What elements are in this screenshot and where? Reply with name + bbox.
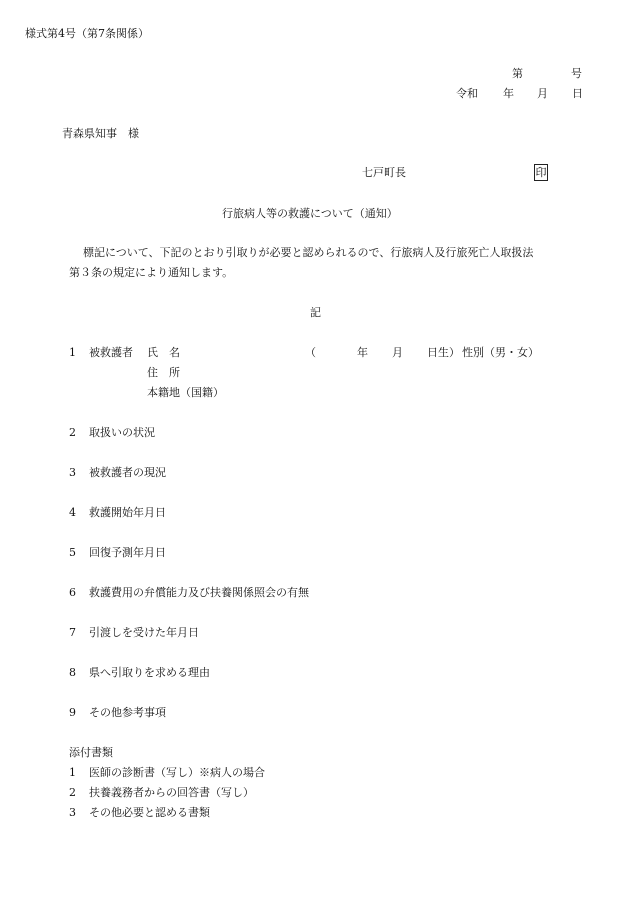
item-4-label: 救護開始年月日: [89, 506, 166, 519]
birth-month: 月: [392, 346, 403, 359]
birth-open-paren: （: [305, 346, 316, 359]
item-7-number: 7: [69, 626, 76, 639]
item-3-label: 被救護者の現況: [89, 466, 166, 479]
body-line-2: 第３条の規定により通知します。: [69, 266, 234, 279]
domicile-label: 本籍地（国籍）: [147, 386, 224, 399]
address-label: 住 所: [147, 366, 180, 379]
item-8-number: 8: [69, 666, 76, 679]
item-4-number: 4: [69, 506, 76, 519]
recipient: 青森県知事 様: [62, 127, 139, 140]
item-2-label: 取扱いの状況: [89, 426, 155, 439]
item-9-number: 9: [69, 706, 76, 719]
body-line-1: 標記について、下記のとおり引取りが必要と認められるので、行旅病人及行旅死亡人取扱法: [83, 246, 534, 259]
birth-year: 年: [357, 346, 368, 359]
attachments-heading: 添付書類: [69, 746, 113, 759]
item-2-number: 2: [69, 426, 76, 439]
attachment-2-label: 扶養義務者からの回答書（写し）: [89, 786, 254, 799]
item-8-label: 県へ引取りを求める理由: [89, 666, 210, 679]
item-3-number: 3: [69, 466, 76, 479]
attachment-1-label: 医師の診断書（写し）※病人の場合: [89, 766, 265, 779]
date-era: 令和: [456, 87, 478, 100]
attachment-3-number: 3: [69, 806, 76, 819]
attachment-1-number: 1: [69, 766, 76, 779]
gender-field: 性別（男・女）: [462, 346, 539, 359]
attachment-3-label: その他必要と認める書類: [89, 806, 210, 819]
attachment-2-number: 2: [69, 786, 76, 799]
item-1-label: 被救護者: [89, 346, 133, 359]
item-5-label: 回復予測年月日: [89, 546, 166, 559]
seal-mark: 印: [535, 166, 547, 179]
item-5-number: 5: [69, 546, 76, 559]
birth-day-close: 日生）: [427, 346, 460, 359]
item-6-number: 6: [69, 586, 76, 599]
doc-number-dai: 第: [512, 67, 523, 80]
ki-heading: 記: [310, 306, 321, 319]
item-6-label: 救護費用の弁償能力及び扶養関係照会の有無: [89, 586, 309, 599]
name-label: 氏 名: [147, 346, 180, 359]
doc-number-go: 号: [571, 67, 582, 80]
item-7-label: 引渡しを受けた年月日: [89, 626, 199, 639]
date-year: 年: [503, 87, 514, 100]
item-1-number: 1: [69, 346, 76, 359]
date-month: 月: [537, 87, 548, 100]
form-number: 様式第4号（第7条関係）: [25, 27, 149, 40]
document-title: 行旅病人等の救護について（通知）: [222, 207, 398, 220]
date-day: 日: [572, 87, 583, 100]
sender-name: 七戸町長: [362, 166, 406, 179]
item-9-label: その他参考事項: [89, 706, 166, 719]
